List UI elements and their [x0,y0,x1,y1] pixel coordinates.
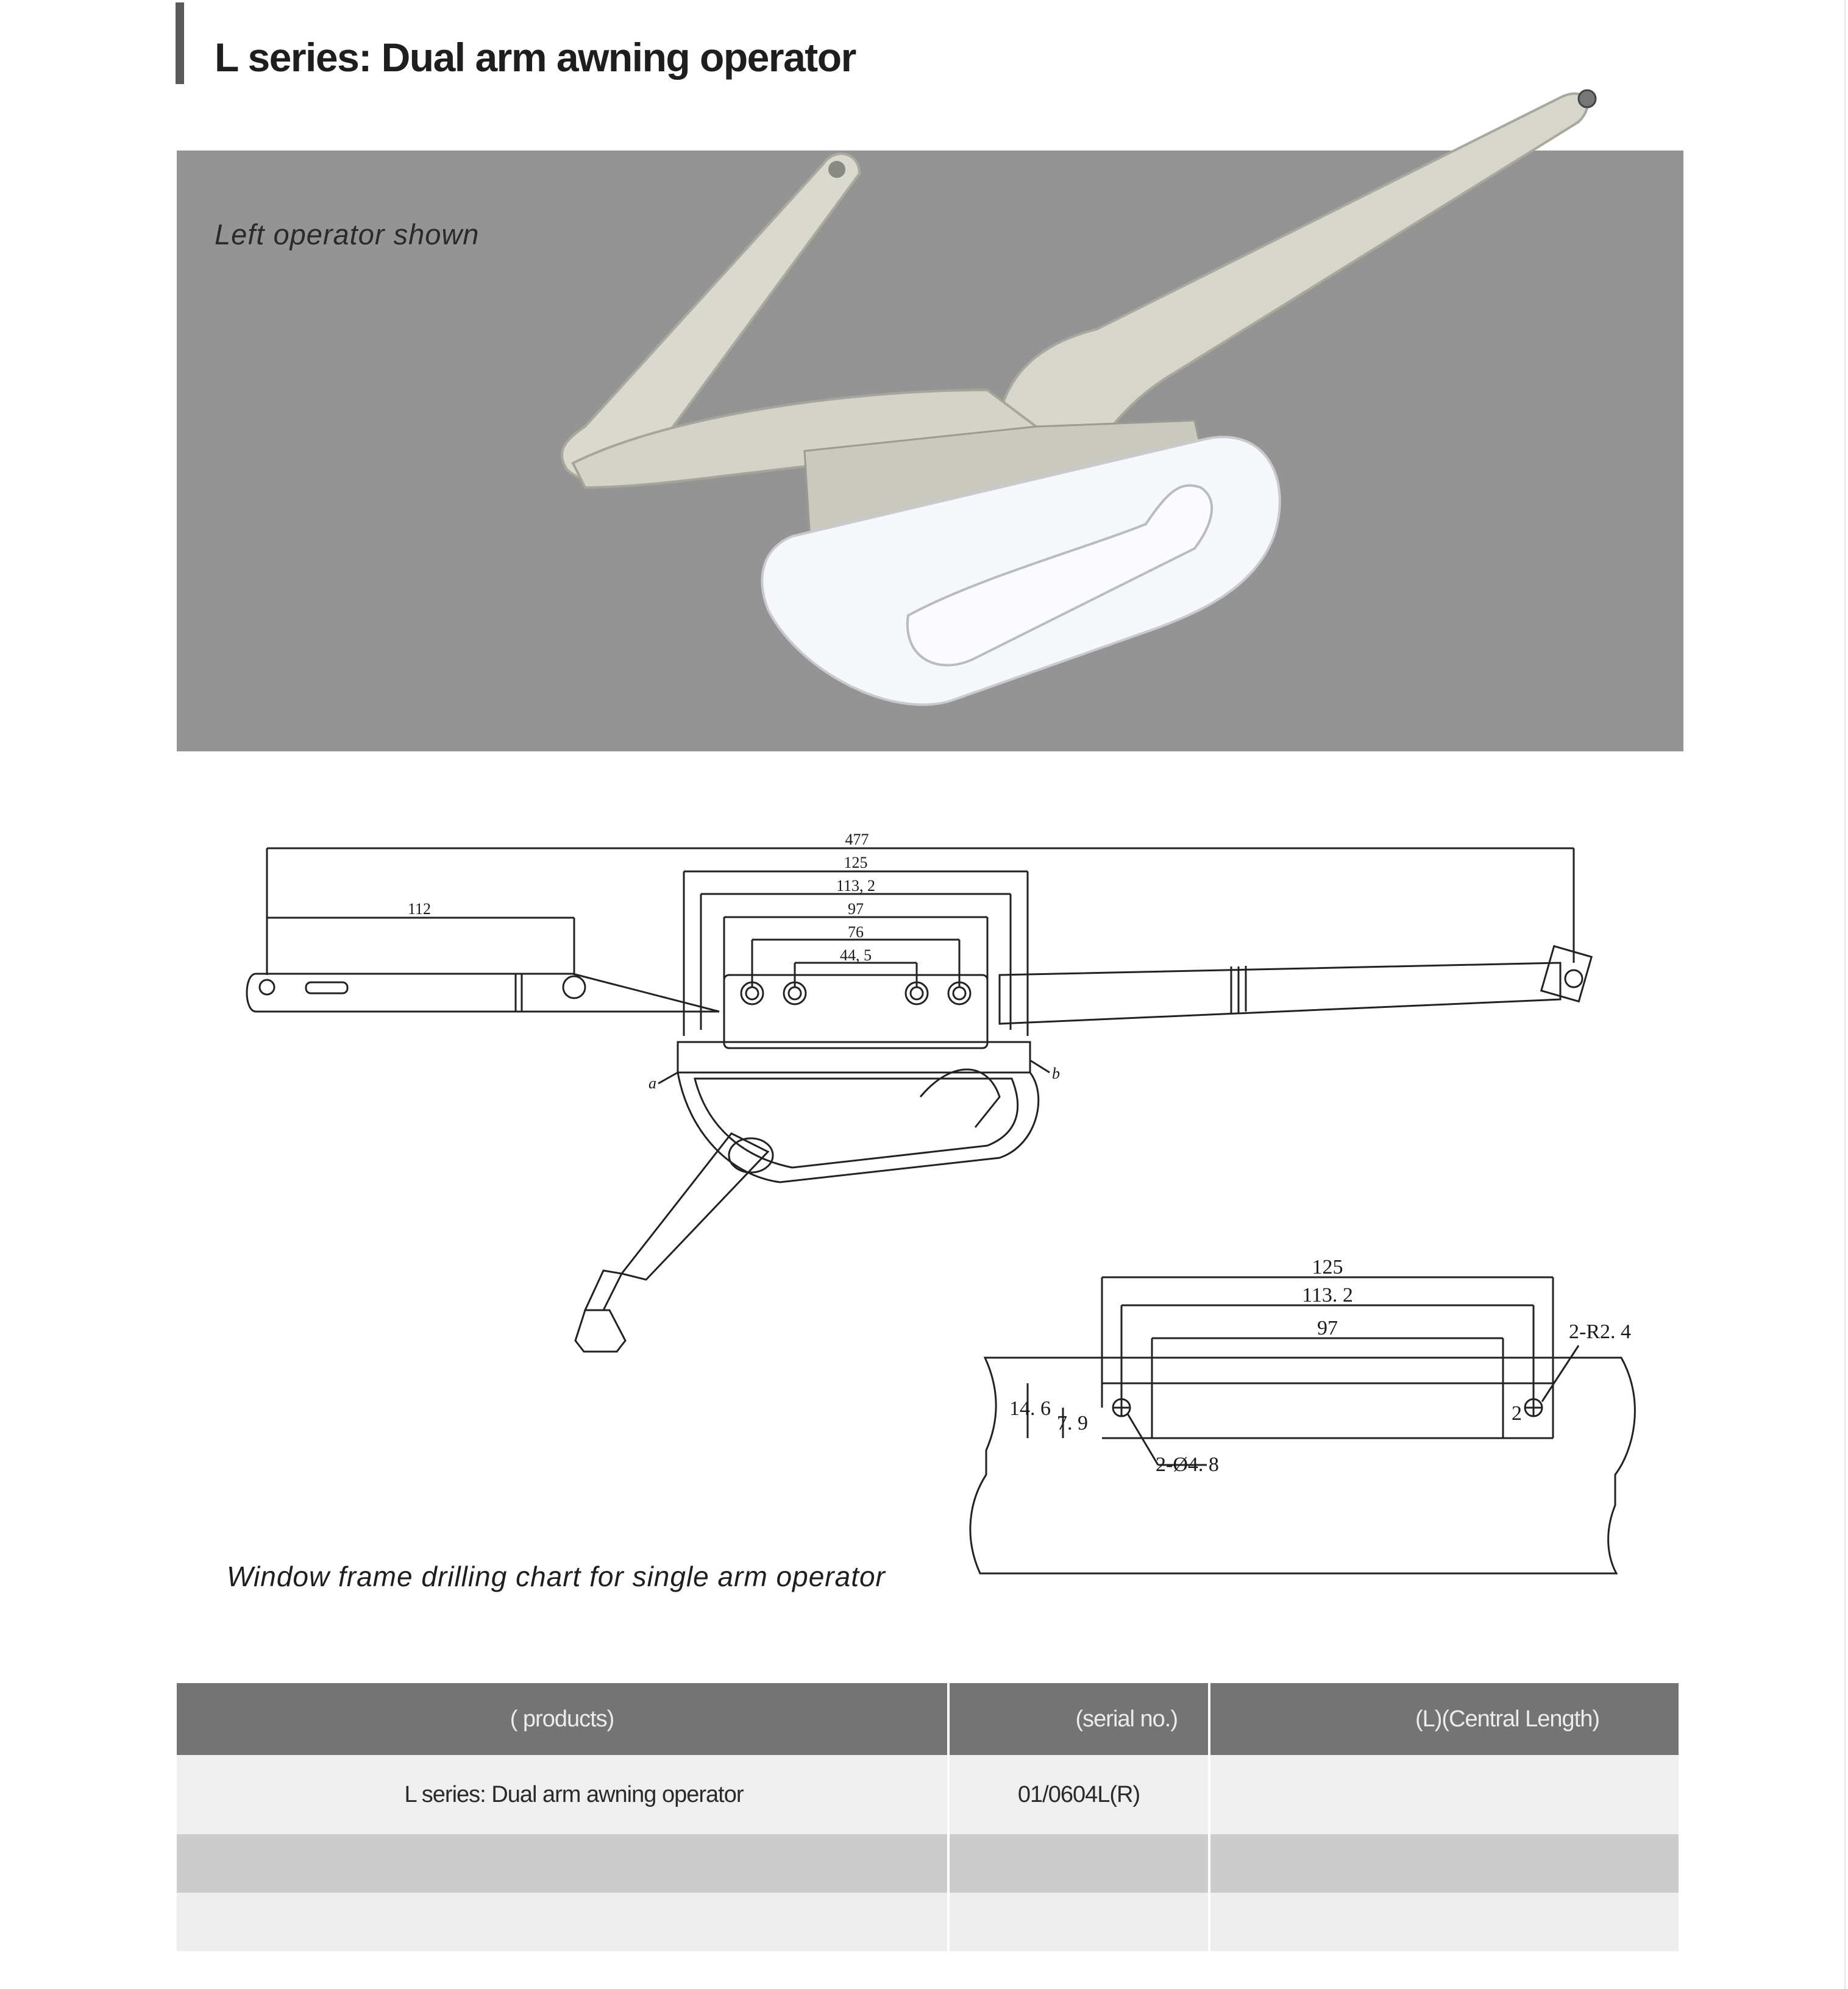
header-products: ( products) [177,1683,948,1755]
cell-length [1209,1893,1679,1951]
frame-height-7-9: 7. 9 [1057,1412,1088,1434]
dim-arm-112: 112 [407,900,432,918]
table-row [177,1893,1679,1951]
header-length: (L)(Central Length) [1209,1683,1679,1755]
label-b: b [1052,1065,1060,1082]
dim-overall: 477 [845,831,869,848]
frame-dim-125: 125 [1312,1256,1343,1278]
cell-serial [948,1893,1209,1951]
cell-product [177,1834,948,1893]
frame-hole-dia: 2-Ø4. 8 [1156,1453,1219,1476]
cell-serial [948,1834,1209,1893]
cell-length [1209,1755,1679,1834]
table-header-row [177,1683,1679,1755]
frame-radius: 2-R2. 4 [1569,1321,1631,1343]
cell-product: L series: Dual arm awning operator [177,1755,948,1834]
page-title: L series: Dual arm awning operator [215,35,856,80]
table-row [177,1755,1679,1834]
frame-dim-113: 113. 2 [1302,1284,1353,1306]
cell-length [1209,1834,1679,1893]
dim-76: 76 [848,923,864,941]
frame-height-14-6: 14. 6 [1009,1397,1051,1420]
frame-dim-97: 97 [1317,1317,1338,1339]
dim-97: 97 [848,900,864,918]
dim-44-5: 44, 5 [840,946,872,964]
page-edge [1844,0,1846,1989]
dim-125: 125 [844,854,868,871]
frame-hole-count: 2 [1512,1402,1522,1425]
header-serial: (serial no.) [948,1683,1209,1755]
cell-product [177,1893,948,1951]
label-a: a [649,1074,656,1092]
dim-113: 113, 2 [836,877,876,895]
photo-caption: Left operator shown [215,218,480,250]
spec-table [177,1683,1679,1951]
cell-serial: 01/0604L(R) [948,1755,1209,1834]
table-row [177,1834,1679,1893]
drilling-chart-caption: Window frame drilling chart for single arm operator [227,1561,886,1592]
